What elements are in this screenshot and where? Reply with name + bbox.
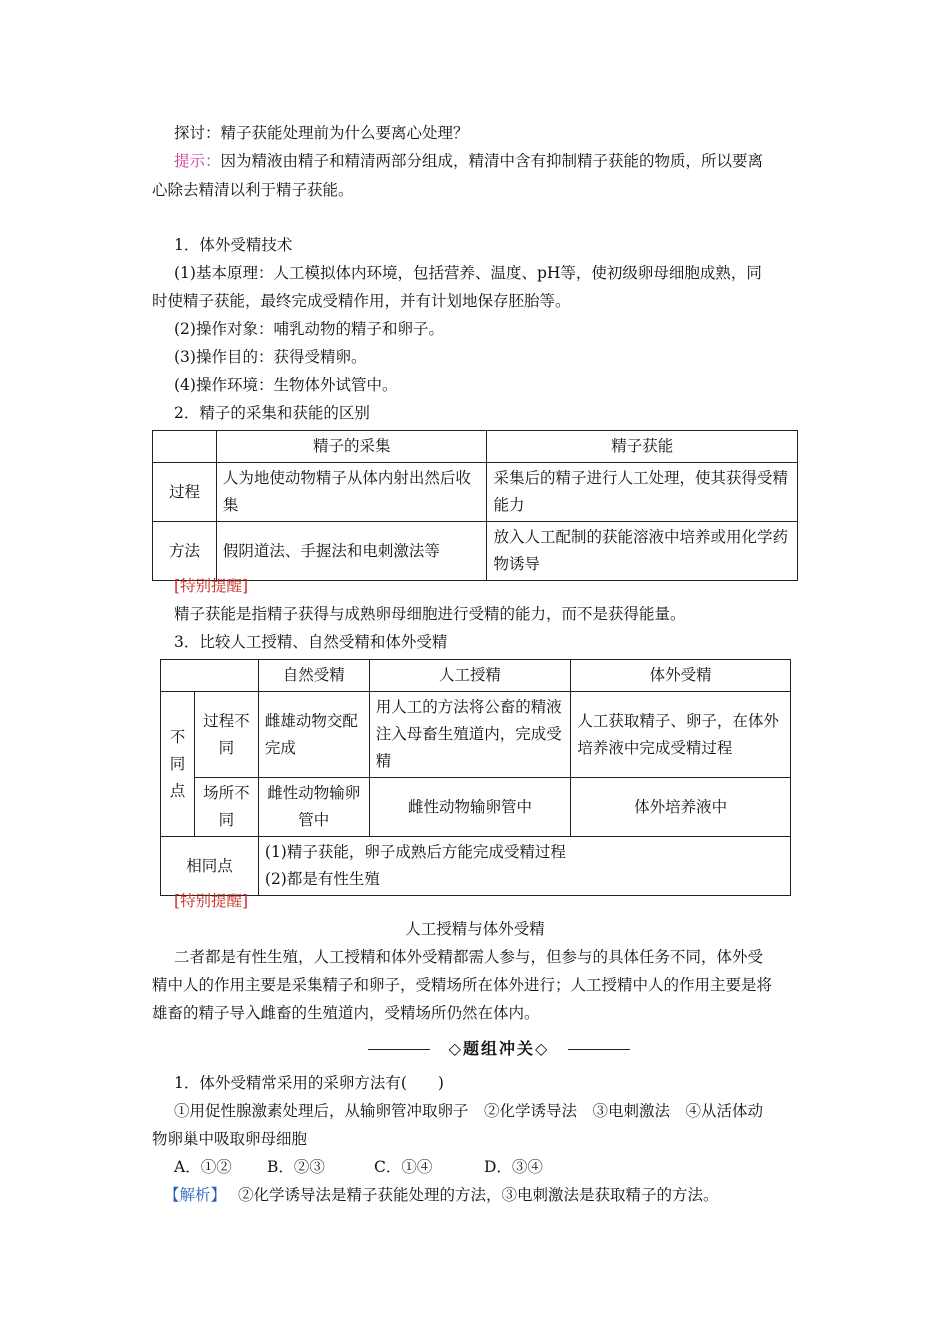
section1-title: 1．体外受精技术 (174, 236, 293, 254)
table-header-cell: 体外受精 (571, 660, 791, 692)
question-options-line2: 物卵巢中吸取卵母细胞 (152, 1130, 308, 1148)
table-row (161, 778, 791, 837)
analysis-label: 【解析】 (164, 1186, 227, 1204)
choice-c: C．①④ (374, 1158, 433, 1176)
choice-b: B．②③ (267, 1158, 325, 1176)
question-options-line1: ①用促性腺激素处理后，从输卵管冲取卵子 ②化学诱导法 ③电刺激法 ④从活体动 (174, 1102, 764, 1120)
section1-p1-line1: (1)基本原理：人工模拟体内环境，包括营养、温度、pH等，使初级卵母细胞成熟，同 (174, 264, 762, 282)
section3-title: 3．比较人工授精、自然受精和体外受精 (174, 633, 448, 651)
fertilization-compare-table (160, 659, 791, 896)
hint-label: 提示： (174, 152, 221, 170)
special-note-line3: 雄畜的精子导入雌畜的生殖道内，受精场所仍然在体内。 (152, 1004, 540, 1022)
table-cell: 用人工的方法将公畜的精液注入母畜生殖道内，完成受精 (369, 692, 571, 778)
same-label: 相同点 (161, 837, 259, 896)
special-note-label: [特别提醒] (174, 577, 249, 595)
table-row-label: 过程不同 (194, 692, 258, 778)
section1-p2: (2)操作对象：哺乳动物的精子和卵子。 (174, 320, 444, 338)
table-cell: 体外培养液中 (571, 778, 791, 837)
banner-rule-left (368, 1049, 430, 1050)
section1-p3: (3)操作目的：获得受精卵。 (174, 348, 367, 366)
banner-text: 题组冲关 (462, 1039, 535, 1058)
table-cell (161, 660, 259, 692)
table-header-cell: 自然受精 (258, 660, 369, 692)
table-cell: 雌性动物输卵管中 (369, 778, 571, 837)
table-row (153, 431, 798, 463)
table-cell: 人工获取精子、卵子，在体外培养液中完成受精过程 (571, 692, 791, 778)
special-note-title: 人工授精与体外受精 (405, 920, 545, 938)
table-header-cell: 精子的采集 (216, 431, 487, 463)
banner-rule-right (568, 1049, 630, 1050)
same-line-2: (2)都是有性生殖 (264, 870, 380, 888)
table-row-label: 方法 (153, 522, 217, 581)
special-note-text: 精子获能是指精子获得与成熟卵母细胞进行受精的能力，而不是获得能量。 (174, 605, 686, 623)
table-cell: 放入人工配制的获能溶液中培养或用化学药物诱导 (487, 522, 798, 581)
table-cell: 雌雄动物交配完成 (258, 692, 369, 778)
hint-line-1 (174, 148, 763, 175)
diamond-icon: ◇ (535, 1039, 550, 1058)
table-header-cell: 人工授精 (369, 660, 571, 692)
discuss-question: 探讨：精子获能处理前为什么要离心处理？ (174, 124, 469, 142)
table-cell: 采集后的精子进行人工处理，使其获得受精能力 (487, 463, 798, 522)
table-cell (153, 431, 217, 463)
special-note-line1: 二者都是有性生殖，人工授精和体外受精都需人参与，但参与的具体任务不同，体外受 (174, 948, 764, 966)
choice-a: A．①② (174, 1158, 232, 1176)
sperm-collection-table (152, 430, 798, 581)
choice-d: D．③④ (484, 1158, 543, 1176)
special-note-label-2: [特别提醒] (174, 892, 249, 910)
table-row (161, 837, 791, 896)
diff-label: 不同点 (161, 692, 195, 837)
table-header-cell: 精子获能 (487, 431, 798, 463)
diamond-icon: ◇ (448, 1039, 463, 1058)
table-row (161, 692, 791, 778)
section-banner (368, 1036, 630, 1062)
table-row (153, 463, 798, 522)
analysis-line (164, 1182, 719, 1209)
analysis-text: ②化学诱导法是精子获能处理的方法，③电刺激法是获取精子的方法。 (238, 1186, 719, 1204)
same-cell (258, 837, 790, 896)
hint-text: 因为精液由精子和精清两部分组成，精清中含有抑制精子获能的物质，所以要离 (220, 152, 764, 170)
table-cell: 雌性动物输卵管中 (258, 778, 369, 837)
question-stem: 1．体外受精常采用的采卵方法有( ) (174, 1074, 444, 1092)
table-cell: 人为地使动物精子从体内射出然后收集 (216, 463, 487, 522)
section1-p4: (4)操作环境：生物体外试管中。 (174, 376, 398, 394)
section1-p1-line2: 时使精子获能，最终完成受精作用，并有计划地保存胚胎等。 (152, 292, 571, 310)
table-row (153, 522, 798, 581)
section2-title: 2．精子的采集和获能的区别 (174, 404, 370, 422)
table-row-label: 场所不同 (194, 778, 258, 837)
same-line-1: (1)精子获能，卵子成熟后方能完成受精过程 (264, 843, 566, 861)
table-row (161, 660, 791, 692)
table-row-label: 过程 (153, 463, 217, 522)
hint-line-2: 心除去精清以利于精子获能。 (152, 181, 354, 199)
table-cell: 假阴道法、手握法和电刺激法等 (216, 522, 487, 581)
banner-title (438, 1036, 560, 1062)
special-note-line2: 精中人的作用主要是采集精子和卵子，受精场所在体外进行；人工授精中人的作用主要是将 (152, 976, 773, 994)
